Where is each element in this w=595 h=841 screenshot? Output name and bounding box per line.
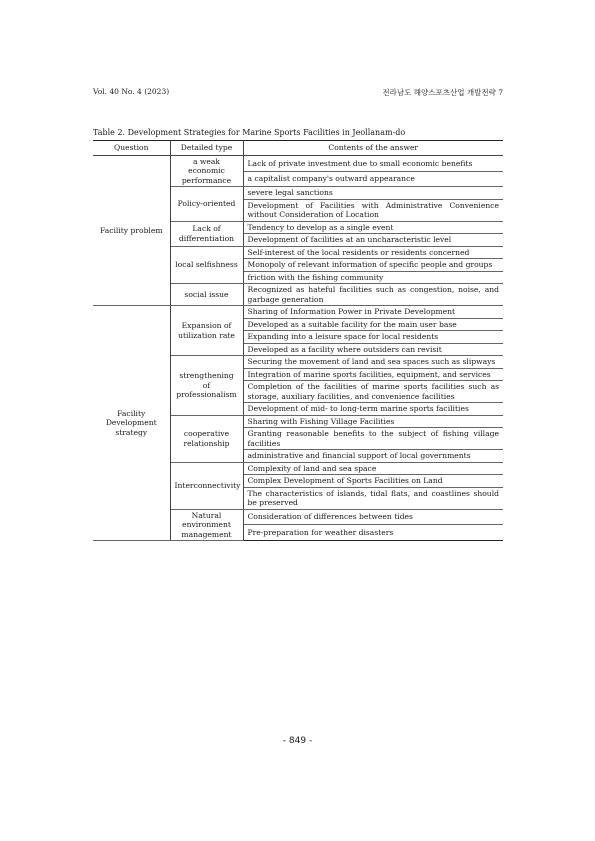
strategy-table [93,140,503,541]
answer-cell: Sharing of Information Power in Private Development [243,306,503,318]
detailed-type-cell: Policy-oriented [170,187,243,221]
answer-cell: Completion of the facilities of marine sports facilities such as storage, auxiliary facilities, and convenience facilities [243,381,503,403]
detailed-type-cell: Expansion of utilization rate [170,306,243,356]
detailed-type-cell: Natural environment management [170,509,243,540]
answer-cell: Granting reasonable benefits to the subject of fishing village facilities [243,428,503,450]
answer-cell: Sharing with Fishing Village Facilities [243,415,503,427]
answer-cell: Expanding into a leisure space for local residents [243,331,503,343]
answer-cell: Integration of marine sports facilities, equipment, and services [243,368,503,380]
column-header-question: Question [93,141,170,156]
detailed-type-cell: cooperative relationship [170,415,243,462]
answer-cell: Monopoly of relevant information of specific people and groups [243,259,503,271]
detailed-type-cell: strengthening of professionalism [170,356,243,415]
answer-cell: The characteristics of islands, tidal flats, and coastlines should be preserved [243,487,503,509]
detailed-type-cell: a weak economic performance [170,156,243,187]
answer-cell: Developed as a facility where outsiders can revisit [243,343,503,355]
running-header-title: 전라남도 해양스포츠산업 개발전략 7 [382,88,503,97]
answer-cell: Tendency to develop as a single event [243,221,503,233]
answer-cell: Development of Facilities with Administrative Convenience without Consideration of Location [243,199,503,221]
answer-cell: Development of mid- to long-term marine sports facilities [243,403,503,415]
answer-cell: friction with the fishing community [243,271,503,283]
answer-cell: Pre-preparation for weather disasters [243,525,503,541]
answer-cell: Lack of private investment due to small economic benefits [243,156,503,172]
detailed-type-cell: Interconnectivity [170,462,243,509]
answer-cell: Self-interest of the local residents or residents concerned [243,246,503,258]
answer-cell: Complex Development of Sports Facilities on Land [243,475,503,487]
table-header-row [93,141,503,156]
detailed-type-cell: local selfishness [170,246,243,283]
answer-cell: administrative and financial support of local governments [243,450,503,462]
answer-cell: Securing the movement of land and sea spaces such as slipways [243,356,503,368]
column-header-detailed-type: Detailed type [170,141,243,156]
detailed-type-cell: Lack of differentiation [170,221,243,246]
answer-cell: Complexity of land and sea space [243,462,503,474]
question-cell: Facility problem [93,156,170,306]
table-row [93,156,503,172]
answer-cell: Consideration of differences between tides [243,509,503,525]
running-header-volume: Vol. 40 No. 4 (2023) [93,87,170,96]
detailed-type-cell: social issue [170,284,243,306]
table-caption: Table 2. Development Strategies for Marine Sports Facilities in Jeollanam-do [93,128,406,137]
answer-cell: Recognized as hateful facilities such as congestion, noise, and garbage generation [243,284,503,306]
answer-cell: Developed as a suitable facility for the main user base [243,318,503,330]
answer-cell: Development of facilities at an uncharacteristic level [243,234,503,246]
answer-cell: severe legal sanctions [243,187,503,199]
answer-cell: a capitalist company's outward appearance [243,171,503,187]
column-header-contents: Contents of the answer [243,141,503,156]
question-cell: Facility Development strategy [93,306,170,541]
page-number: - 849 - [282,736,313,746]
table-row [93,306,503,318]
